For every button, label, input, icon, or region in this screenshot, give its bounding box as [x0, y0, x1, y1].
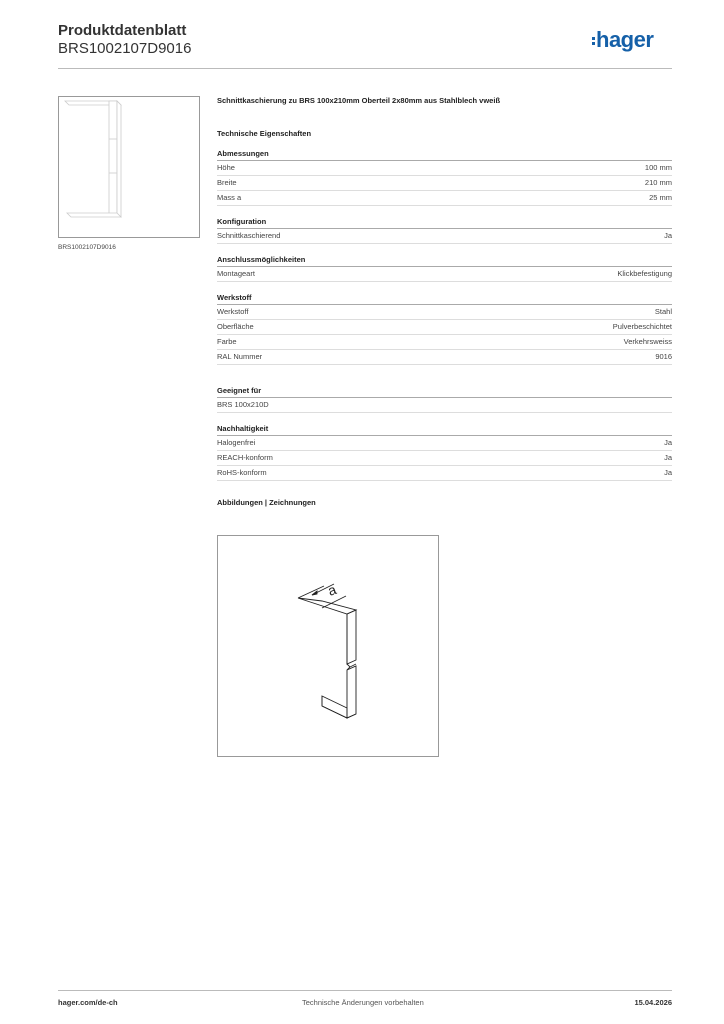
spec-label: Schnittkaschierend — [217, 231, 281, 240]
spec-row — [217, 398, 672, 413]
spec-label: Werkstoff — [217, 307, 249, 316]
spec-row — [217, 335, 672, 350]
header-divider — [58, 68, 672, 69]
spec-label: Mass a — [217, 193, 242, 202]
section-sustainability — [217, 424, 672, 481]
footer-website-link[interactable]: hager.com/de-ch — [58, 998, 118, 1007]
logo-text: hager — [596, 27, 654, 52]
spec-value: 210 mm — [644, 178, 672, 187]
section-title: Abmessungen — [217, 149, 672, 161]
section-configuration — [217, 217, 672, 244]
spec-row — [217, 466, 672, 481]
section-connection — [217, 255, 672, 282]
product-thumbnail-icon — [59, 97, 199, 237]
section-dimensions — [217, 149, 672, 206]
spec-value: 100 mm — [644, 163, 672, 172]
technical-properties-title: Technische Eigenschaften — [217, 129, 312, 138]
section-title: Werkstoff — [217, 293, 672, 305]
thumbnail-caption: BRS1002107D9016 — [58, 244, 116, 251]
section-title: Anschlussmöglichkeiten — [217, 255, 672, 267]
product-details — [217, 96, 672, 507]
footer-notice: Technische Änderungen vorbehalten — [302, 998, 424, 1007]
spec-value: Pulverbeschichtet — [612, 322, 672, 331]
spec-value: Klickbefestigung — [617, 269, 672, 278]
spec-value: Ja — [664, 453, 672, 462]
spec-row — [217, 320, 672, 335]
spec-label: RoHS-konform — [217, 468, 267, 477]
spec-value: Verkehrsweiss — [623, 337, 672, 346]
spec-label: BRS 100x210D — [217, 400, 269, 409]
section-title: Geeignet für — [217, 386, 672, 398]
logo-mark-icon — [592, 35, 595, 47]
product-description: Schnittkaschierung zu BRS 100x210mm Oberteil 2x80mm aus Stahlblech vweiß — [217, 96, 501, 105]
spec-row — [217, 191, 672, 206]
spec-label: RAL Nummer — [217, 352, 263, 361]
spec-row — [217, 350, 672, 365]
spec-value: Ja — [664, 231, 672, 240]
figures-title: Abbildungen | Zeichnungen — [217, 498, 316, 507]
technical-drawing — [217, 535, 439, 757]
spec-label: Höhe — [217, 163, 235, 172]
dimension-label-a: a — [325, 581, 339, 599]
spec-label: Oberfläche — [217, 322, 254, 331]
spec-value: 9016 — [655, 352, 672, 361]
product-code: BRS1002107D9016 — [58, 40, 192, 57]
section-material — [217, 293, 672, 365]
spec-row — [217, 229, 672, 244]
spec-label: REACH-konform — [217, 453, 273, 462]
spec-row — [217, 305, 672, 320]
footer-divider — [58, 990, 672, 991]
spec-value: Ja — [664, 468, 672, 477]
spec-row — [217, 161, 672, 176]
spec-value: Stahl — [654, 307, 672, 316]
product-thumbnail — [58, 96, 200, 238]
spec-label: Montageart — [217, 269, 255, 278]
section-title: Nachhaltigkeit — [217, 424, 672, 436]
spec-label: Breite — [217, 178, 237, 187]
spec-row — [217, 267, 672, 282]
section-suitable-for — [217, 386, 672, 413]
spec-value: 25 mm — [649, 193, 672, 202]
spec-row — [217, 176, 672, 191]
spec-label: Farbe — [217, 337, 237, 346]
spec-value: Ja — [664, 438, 672, 447]
page-title: Produktdatenblatt — [58, 22, 187, 39]
spec-label: Halogenfrei — [217, 438, 256, 447]
spec-row — [217, 451, 672, 466]
footer-date: 15.04.2026 — [634, 998, 672, 1007]
spec-row — [217, 436, 672, 451]
technical-drawing-icon — [218, 536, 438, 756]
section-title: Konfiguration — [217, 217, 672, 229]
hager-logo — [592, 27, 653, 53]
